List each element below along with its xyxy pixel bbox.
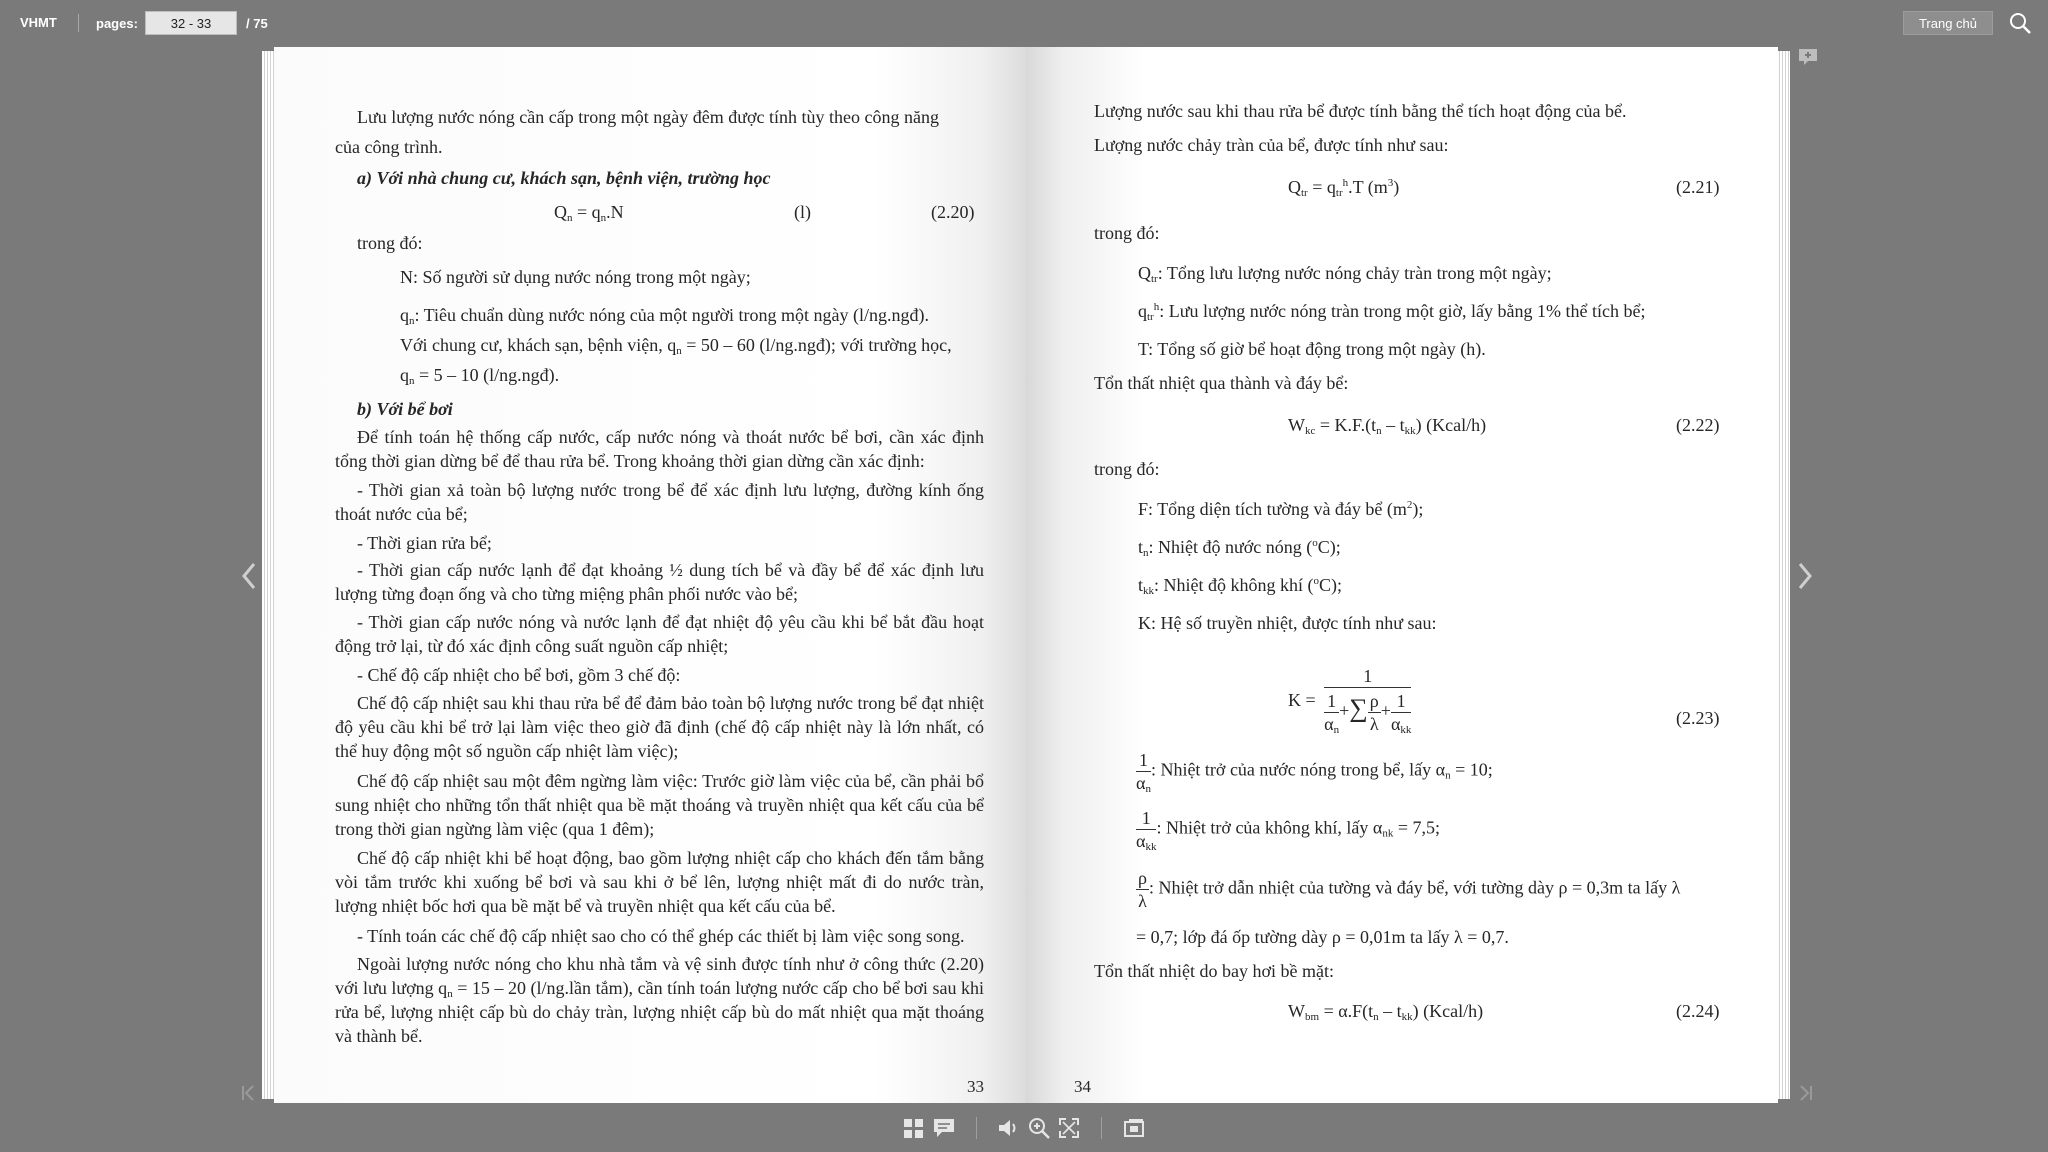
search-icon[interactable] — [2008, 11, 2032, 35]
definition: $t_n$: Nhiệt độ nước nóng ($^o$C); — [1138, 537, 1341, 559]
definition: $q_n$: Tiêu chuẩn dùng nước nóng của một người trong một ngày (l/ng.ngđ). — [400, 305, 930, 327]
definition: $q_{tr}^h$: Lưu lượng nước nóng tràn trong một giờ, lấy bằng 1% thể tích bể; — [1138, 301, 1646, 323]
paragraph: Chế độ cấp nhiệt sau một đêm ngừng làm việc: Trước giờ làm việc của bể, cần phải bổ sung nhiệt cho những tổn thất nhiệt qua bề mặt thoáng và truyền nhiệt qua kết cấu của bể trong thời gian ngừng làm việc (qua 1 đêm); — [335, 771, 984, 839]
toolbar-divider — [78, 14, 79, 32]
fullscreen-icon[interactable] — [1057, 1116, 1081, 1140]
paragraph: Để tính toán hệ thống cấp nước, cấp nước nóng và thoát nước bể bơi, cần xác định tổng thời gian dừng bể để thau rửa bể. Trong khoảng thời gian dừng cần xác định: — [335, 427, 984, 471]
equation: $W_{kc} = K.F.(t_n - t_{kk})$ (Kcal/h) — [1288, 415, 1487, 437]
toolbar-divider — [1101, 1117, 1102, 1139]
definition: F: Tổng diện tích tường và đáy bể $(m^2)$; — [1138, 499, 1424, 519]
page-number-input[interactable] — [145, 11, 237, 35]
equation-number: (2.23) — [1676, 708, 1720, 728]
chevron-right-icon[interactable] — [1793, 556, 1817, 596]
equation-number: (2.20) — [931, 202, 975, 222]
page-edge-right — [1776, 51, 1790, 1099]
equation: $Q_{tr} = q_{tr}^h.T$ $(m^3)$ — [1288, 177, 1400, 199]
equation-number: (2.24) — [1676, 1001, 1720, 1021]
equation-number: (2.21) — [1676, 177, 1720, 197]
paragraph: Tổn thất nhiệt qua thành và đáy bể: — [1094, 373, 1349, 393]
definition: $\frac{1}{\alpha_{kk}}$ : Nhiệt trở của không khí, lấy $\alpha_{nk} = 7,5$; — [1136, 808, 1440, 853]
brand-logo[interactable]: VHMT — [20, 15, 57, 30]
equation: $W_{bm} = \alpha.F(t_n - t_{kk})$ (Kcal/h) — [1288, 1001, 1484, 1023]
top-toolbar — [0, 0, 2048, 46]
definition: N: Số người sử dụng nước nóng trong một ngày; — [400, 267, 751, 287]
section-heading: a) Với nhà chung cư, khách sạn, bệnh viện, trường học — [357, 168, 771, 188]
share-icon[interactable] — [1122, 1116, 1146, 1140]
label: trong đó: — [1094, 459, 1160, 479]
paragraph: Chế độ cấp nhiệt khi bể hoạt động, bao gồm lượng nhiệt cấp cho khách đến tắm bằng vòi tắm trước khi xuống bể bơi và sau khi ở bể lên, lượng nhiệt mất đi do nước tràn, lượng nhiệt bốc hơi qua bề mặt bể và truyền nhiệt qua kết cấu của bể. — [335, 848, 984, 916]
definition: $t_{kk}$: Nhiệt độ không khí ($^o$C); — [1138, 575, 1343, 597]
label: trong đó: — [357, 233, 423, 253]
paragraph: - Thời gian cấp nước lạnh để đạt khoảng ½ dung tích bể và đầy bể để xác định lưu lượng từng đoạn ống và cho từng miệng phân phối nước vào bể; — [335, 560, 984, 604]
definition: K: Hệ số truyền nhiệt, được tính như sau: — [1138, 613, 1437, 633]
paragraph: - Chế độ cấp nhiệt cho bể bơi, gồm 3 chế độ: — [357, 665, 681, 685]
paragraph: Tổn thất nhiệt do bay hơi bề mặt: — [1094, 961, 1334, 981]
paragraph: Lưu lượng nước nóng cần cấp trong một ngày đêm được tính tùy theo công năng — [357, 107, 939, 127]
label: trong đó: — [1094, 223, 1160, 243]
paragraph: - Thời gian cấp nước nóng và nước lạnh để đạt nhiệt độ yêu cầu khi bể bắt đầu hoạt động trở lại, từ đó xác định công suất nguồn cấp nhiệt; — [335, 612, 984, 656]
equation: K = 1 $\frac{1}{\alpha_n}$ +∑ $\frac{\rho}{\lambda}$ + $\frac{1}{\alpha_{kk}}$ — [1288, 666, 1412, 736]
definition: = 0,7; lớp đá ốp tường dày ρ = 0,01m ta lấy λ = 0,7. — [1136, 927, 1509, 947]
first-page-icon[interactable] — [240, 1084, 258, 1102]
paragraph: - Thời gian rửa bể; — [357, 533, 492, 553]
definition: $q_n = 5 - 10$ (l/ng.ngđ). — [400, 365, 560, 387]
bottom-toolbar — [0, 1110, 2048, 1152]
paragraph: Lượng nước chảy tràn của bể, được tính như sau: — [1094, 135, 1449, 155]
speaker-icon[interactable] — [996, 1116, 1020, 1140]
toolbar-divider — [976, 1117, 977, 1139]
paragraph: Chế độ cấp nhiệt sau khi thau rửa bể để đảm bảo toàn bộ lượng nước trong bể đạt nhiệt độ yêu cầu khi bể trở lại làm việc theo giờ đã định (chế độ cấp nhiệt này là lớn nhất, có thể huy động một số nguồn cấp nhiệt làm việc); — [335, 693, 984, 761]
page-number: 33 — [967, 1077, 984, 1096]
page-number: 34 — [1074, 1077, 1091, 1096]
pages-total: / 75 — [246, 16, 268, 31]
last-page-icon[interactable] — [1796, 1084, 1814, 1102]
definition: T: Tổng số giờ bể hoạt động trong một ngày (h). — [1138, 339, 1486, 359]
bookmark-icon[interactable] — [1798, 48, 1818, 66]
equation: $Q_n = q_n.N$ — [554, 202, 624, 224]
paragraph: Lượng nước sau khi thau rửa bể được tính bằng thể tích hoạt động của bể. — [1094, 101, 1627, 121]
definition: $\frac{\rho}{\lambda}$ : Nhiệt trở dẫn nhiệt của tường và đáy bể, với tường dày ρ = 0,3m ta lấy λ — [1138, 868, 1681, 911]
section-heading: b) Với bể bơi — [357, 399, 453, 419]
pages-label: pages: — [96, 16, 138, 31]
equation-unit: (l) — [794, 202, 811, 222]
zoom-in-icon[interactable] — [1027, 1116, 1051, 1140]
definition: $Q_{tr}$: Tổng lưu lượng nước nóng chảy tràn trong một ngày; — [1138, 263, 1552, 285]
paragraph: của công trình. — [335, 137, 443, 157]
flipbook — [262, 47, 1790, 1103]
equation-number: (2.22) — [1676, 415, 1720, 435]
left-page[interactable] — [274, 47, 1026, 1103]
grid-icon[interactable] — [902, 1116, 926, 1140]
home-button[interactable]: Trang chủ — [1903, 11, 1993, 35]
definition: Với chung cư, khách sạn, bệnh viện, $q_n = 50 - 60$ (l/ng.ngđ); với trường học, — [400, 335, 952, 357]
chevron-left-icon[interactable] — [237, 556, 261, 596]
comment-icon[interactable] — [932, 1116, 956, 1140]
paragraph: Ngoài lượng nước nóng cho khu nhà tắm và vệ sinh được tính như ở công thức (2.20) với lưu lượng $q_n = 15 - 20$ (l/ng.lần tắm), cần tính toán lượng nước cấp cho bể bơi sau khi rửa bể, lượng nhiệt cấp bù do chảy tràn, lượng nhiệt cấp bù do mất nhiệt qua mặt thoáng và thành bể. — [335, 954, 984, 1046]
definition: $\frac{1}{\alpha_n}$ : Nhiệt trở của nước nóng trong bể, lấy $\alpha_n = 10$; — [1136, 750, 1493, 795]
paragraph: - Thời gian xả toàn bộ lượng nước trong bể để xác định lưu lượng, đường kính ống thoát nước của bể; — [335, 480, 984, 524]
paragraph: - Tính toán các chế độ cấp nhiệt sao cho có thể ghép các thiết bị làm việc song song. — [357, 926, 965, 946]
right-page[interactable] — [1026, 47, 1778, 1103]
